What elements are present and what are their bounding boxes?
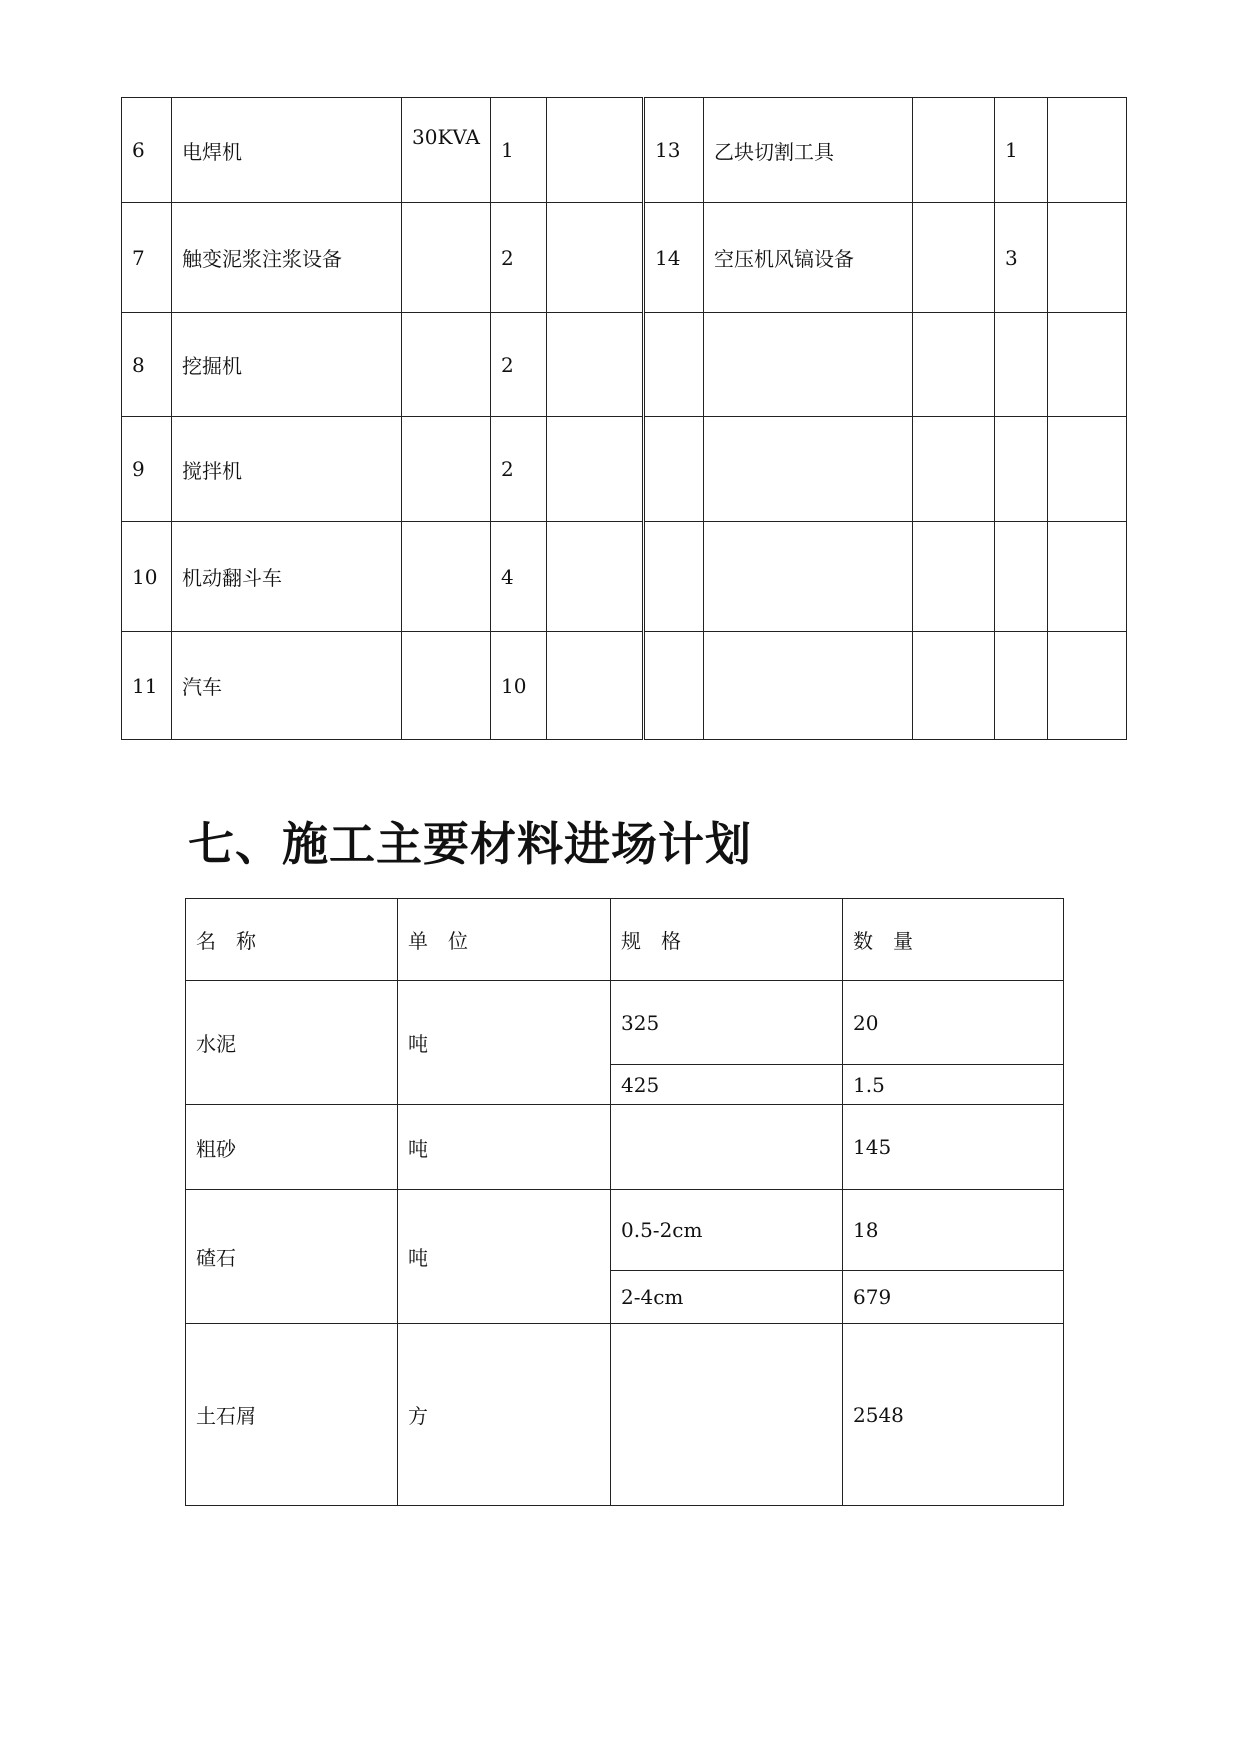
equipment-note (547, 203, 644, 313)
material-row (186, 981, 1064, 1065)
item-number: 9 (122, 417, 172, 522)
equipment-row (122, 313, 1127, 417)
item-number (644, 313, 704, 417)
item-number (644, 417, 704, 522)
material-qty: 20 (843, 981, 1064, 1065)
equipment-qty (995, 417, 1048, 522)
equipment-name (704, 417, 913, 522)
equipment-name: 挖掘机 (172, 313, 402, 417)
item-number: 10 (122, 522, 172, 632)
material-spec (611, 1105, 843, 1190)
materials-header-row (186, 899, 1064, 981)
equipment-row (122, 98, 1127, 203)
material-spec: 325 (611, 981, 843, 1065)
equipment-note (547, 522, 644, 632)
material-spec (611, 1324, 843, 1506)
equipment-spec (913, 522, 995, 632)
material-name: 水泥 (186, 981, 398, 1105)
material-row (186, 1190, 1064, 1271)
equipment-note (1048, 632, 1127, 740)
item-number: 11 (122, 632, 172, 740)
item-number: 14 (644, 203, 704, 313)
material-name: 碴石 (186, 1190, 398, 1324)
equipment-note (547, 417, 644, 522)
equipment-qty (995, 632, 1048, 740)
equipment-name: 触变泥浆注浆设备 (172, 203, 402, 313)
equipment-name (704, 313, 913, 417)
equipment-name: 乙块切割工具 (704, 98, 913, 203)
header-cell: 规 格 (611, 899, 843, 981)
item-number (644, 632, 704, 740)
item-number: 13 (644, 98, 704, 203)
header-cell: 单 位 (398, 899, 611, 981)
equipment-spec (402, 632, 491, 740)
equipment-row (122, 417, 1127, 522)
equipment-note (547, 313, 644, 417)
equipment-spec (913, 417, 995, 522)
material-unit: 吨 (398, 1105, 611, 1190)
equipment-name: 搅拌机 (172, 417, 402, 522)
equipment-spec: 30KVA (402, 98, 491, 203)
equipment-note (1048, 417, 1127, 522)
equipment-row (122, 203, 1127, 313)
material-row (186, 1324, 1064, 1506)
equipment-qty: 2 (491, 417, 547, 522)
equipment-table (121, 97, 1127, 740)
equipment-qty (995, 313, 1048, 417)
materials-table (185, 898, 1064, 1506)
section-title: 七、施工主要材料进场计划 (188, 817, 752, 871)
equipment-note (1048, 522, 1127, 632)
equipment-qty: 10 (491, 632, 547, 740)
material-row (186, 1105, 1064, 1190)
equipment-note (547, 98, 644, 203)
material-unit: 方 (398, 1324, 611, 1506)
material-unit: 吨 (398, 981, 611, 1105)
equipment-qty (995, 522, 1048, 632)
material-name: 粗砂 (186, 1105, 398, 1190)
equipment-spec (913, 98, 995, 203)
equipment-qty: 3 (995, 203, 1048, 313)
material-spec: 0.5-2cm (611, 1190, 843, 1271)
material-unit: 吨 (398, 1190, 611, 1324)
equipment-qty: 1 (491, 98, 547, 203)
material-spec: 2-4cm (611, 1271, 843, 1324)
material-qty: 679 (843, 1271, 1064, 1324)
material-qty: 18 (843, 1190, 1064, 1271)
item-number: 6 (122, 98, 172, 203)
item-number: 8 (122, 313, 172, 417)
header-cell: 名 称 (186, 899, 398, 981)
material-spec: 425 (611, 1065, 843, 1105)
equipment-name (704, 522, 913, 632)
equipment-name (704, 632, 913, 740)
equipment-spec (913, 632, 995, 740)
equipment-note (1048, 203, 1127, 313)
equipment-note (1048, 313, 1127, 417)
equipment-name: 电焊机 (172, 98, 402, 203)
equipment-qty: 2 (491, 313, 547, 417)
material-qty: 2548 (843, 1324, 1064, 1506)
equipment-name: 机动翻斗车 (172, 522, 402, 632)
equipment-qty: 4 (491, 522, 547, 632)
material-qty: 1.5 (843, 1065, 1064, 1105)
equipment-spec (402, 522, 491, 632)
material-qty: 145 (843, 1105, 1064, 1190)
header-cell: 数 量 (843, 899, 1064, 981)
equipment-note (1048, 98, 1127, 203)
item-number (644, 522, 704, 632)
equipment-row (122, 522, 1127, 632)
equipment-spec (913, 313, 995, 417)
equipment-note (547, 632, 644, 740)
equipment-spec (402, 313, 491, 417)
equipment-spec (402, 203, 491, 313)
item-number: 7 (122, 203, 172, 313)
equipment-name: 汽车 (172, 632, 402, 740)
equipment-qty: 1 (995, 98, 1048, 203)
equipment-qty: 2 (491, 203, 547, 313)
equipment-spec (913, 203, 995, 313)
equipment-name: 空压机风镐设备 (704, 203, 913, 313)
material-name: 土石屑 (186, 1324, 398, 1506)
equipment-spec (402, 417, 491, 522)
equipment-row (122, 632, 1127, 740)
